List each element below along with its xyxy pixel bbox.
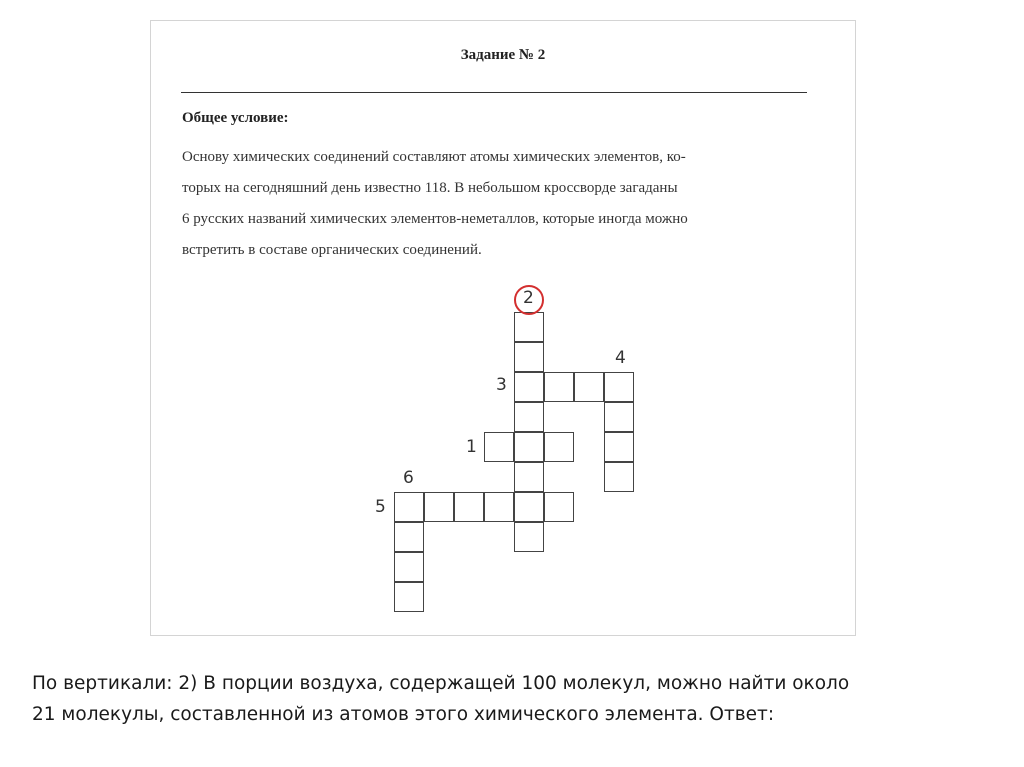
crossword-cell[interactable]	[544, 372, 574, 402]
condition-line: 6 русских названий химических элементов-неметаллов, которые иногда можно	[182, 211, 688, 227]
crossword-cell[interactable]	[394, 522, 424, 552]
question-line: 21 молекулы, составленной из атомов этого химического элемента. Ответ:	[32, 704, 775, 725]
clue-number-6: 6	[403, 468, 414, 488]
clue-number-1: 1	[466, 437, 477, 457]
crossword-cell[interactable]	[514, 462, 544, 492]
crossword-cell[interactable]	[514, 342, 544, 372]
clue-number-3: 3	[496, 375, 507, 395]
crossword-cell[interactable]	[604, 402, 634, 432]
crossword-cell[interactable]	[394, 492, 424, 522]
crossword-cell[interactable]	[604, 432, 634, 462]
condition-line: торых на сегодняшний день известно 118. В небольшом кроссворде загаданы	[182, 180, 678, 196]
crossword-cell[interactable]	[544, 492, 574, 522]
crossword-cell[interactable]	[484, 492, 514, 522]
question-line: По вертикали: 2) В порции воздуха, содержащей 100 молекул, можно найти около	[32, 673, 850, 694]
crossword-cell[interactable]	[424, 492, 454, 522]
task-document	[150, 20, 856, 636]
crossword-cell[interactable]	[484, 432, 514, 462]
crossword-cell[interactable]	[394, 582, 424, 612]
condition-text	[182, 142, 812, 266]
crossword-cell[interactable]	[514, 402, 544, 432]
clue-number-4: 4	[615, 348, 626, 368]
crossword-cell[interactable]	[604, 462, 634, 492]
crossword-cell[interactable]	[514, 372, 544, 402]
crossword-cell[interactable]	[454, 492, 484, 522]
task-title: Задание № 2	[460, 47, 546, 63]
condition-line: Основу химических соединений составляют атомы химических элементов, ко-	[182, 149, 686, 165]
crossword-cell[interactable]	[514, 492, 544, 522]
crossword-cell[interactable]	[574, 372, 604, 402]
crossword-cell[interactable]	[394, 552, 424, 582]
clue-number-2: 2	[523, 288, 534, 308]
crossword-cell[interactable]	[544, 432, 574, 462]
crossword-cell[interactable]	[514, 312, 544, 342]
question-text	[32, 668, 1002, 730]
title-divider	[181, 92, 807, 93]
clue-number-5: 5	[375, 497, 386, 517]
condition-heading: Общее условие:	[182, 110, 289, 126]
condition-line: встретить в составе органических соединений.	[182, 242, 482, 258]
crossword-cell[interactable]	[514, 522, 544, 552]
crossword-cell[interactable]	[514, 432, 544, 462]
crossword-cell[interactable]	[604, 372, 634, 402]
